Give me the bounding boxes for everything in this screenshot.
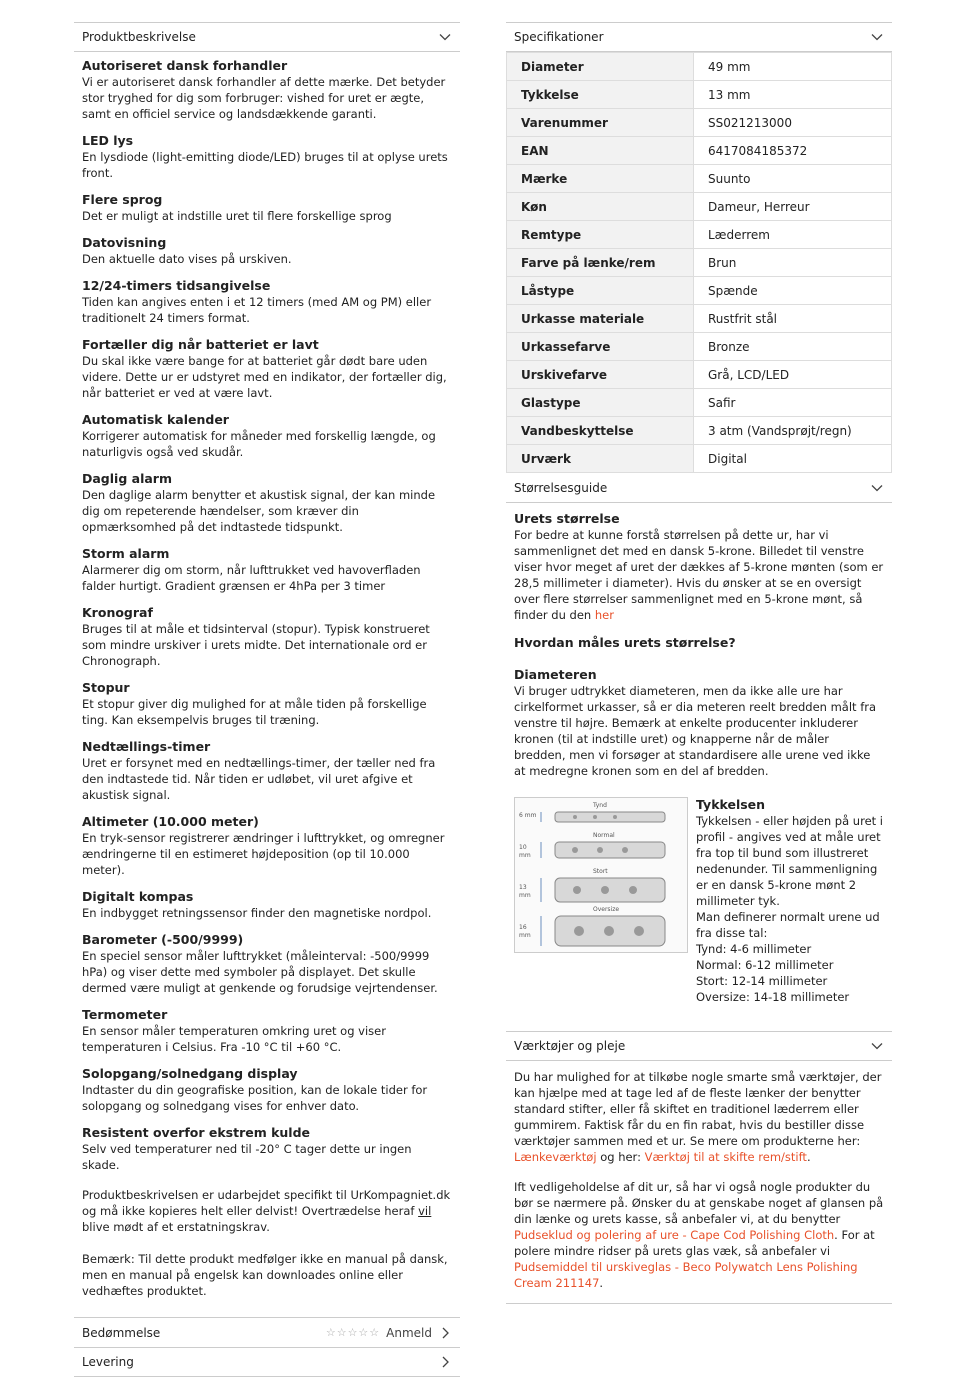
size-guide-header[interactable] — [506, 473, 892, 503]
spec-value: 3 atm (Vandsprøjt/regn) — [694, 417, 892, 445]
spec-key: Diameter — [507, 53, 694, 81]
measure-question: Hvordan måles urets størrelse? — [514, 635, 736, 650]
tools-care-header[interactable] — [506, 1031, 892, 1061]
copyright-underlined: vil — [418, 1204, 432, 1218]
specifications-header[interactable] — [506, 22, 892, 52]
strap-tool-link[interactable]: Værktøj til at skifte rem/stift — [644, 1150, 807, 1164]
spec-row — [507, 193, 892, 221]
thickness-text-block — [696, 797, 884, 1005]
spec-value: Spænde — [694, 277, 892, 305]
spec-key: Mærke — [507, 165, 694, 193]
product-description-header[interactable] — [74, 22, 460, 52]
feature-title: Flere sprog — [82, 192, 163, 207]
care-text: . — [599, 1276, 604, 1290]
diameter-text: Vi bruger udtrykket diameteren, men da ikke alle ure har cirkelformet urkasser, så er dia meteren reelt bredden målt fra venstre til højre. Bemærk at enkelte producenter inkluderer kronen (til at indstille uret) og knapperne når de måler bredden, men vi forsøger at standardisere alle urene ved ikke at medregne kronen som en del af bredden. — [514, 684, 877, 778]
polishing-cream-link[interactable]: Pudsemiddel til urskiveglas - Beco Polywatch Lens Polishing Cream 211147 — [514, 1260, 858, 1290]
feature-item — [74, 235, 460, 267]
feature-text: Vi er autoriseret dansk forhandler af dette mærke. Det betyder stor tryghed for dig som forbruger: vished for uret er ægte, samt en officiel service og landsdækkende garanti. — [82, 75, 446, 121]
feature-text: Bruges til at måle et tidsinterval (stopur). Typisk konstrueret som mindre urskiver i urets midte. Det internationale ord er Chronograph. — [82, 622, 430, 668]
feature-item — [74, 932, 460, 996]
rating-row[interactable] — [74, 1317, 460, 1347]
care-paragraph-2 — [514, 1179, 884, 1291]
feature-text: Den daglige alarm benytter et akustisk signal, der kan minde dig om repeterende hændelser, som kræver din opmærksomhed på det indtastede tidspunkt. — [82, 488, 436, 534]
feature-title: Storm alarm — [82, 546, 170, 561]
care-paragraph-1 — [514, 1069, 884, 1165]
feature-title: Daglig alarm — [82, 471, 172, 486]
spec-row — [507, 137, 892, 165]
chevron-down-icon — [870, 30, 884, 44]
illustration-size-name: Normal — [593, 832, 615, 839]
feature-text: Det er muligt at indstille uret til flere forskellige sprog — [82, 209, 392, 223]
thickness-list-item: Stort: 12-14 millimeter — [696, 974, 828, 988]
feature-item — [74, 192, 460, 224]
feature-text: Korrigerer automatisk for måneder med forskellig længde, og naturligvis også ved skudår. — [82, 429, 436, 459]
feature-item — [74, 412, 460, 460]
delivery-label: Levering — [82, 1355, 134, 1369]
spec-value: Suunto — [694, 165, 892, 193]
spec-value: Grå, LCD/LED — [694, 361, 892, 389]
feature-item — [74, 337, 460, 401]
size-text-body: For bedre at kunne forstå størrelsen på dette ur, har vi sammenlignet det med en dansk 5-krone. Billedet til venstre viser hvor meget af uret der dækkes af 5-krone mønten (som er 28,5 millimeter i diameter). Hvis du ønsker at se en oversigt over flere størrelser sammenlignet med en 5-krone mønt, så finder du den — [514, 528, 884, 622]
thickness-section — [506, 797, 892, 1005]
illustration-size-mm: 10 mm — [519, 844, 531, 859]
illustration-size-mm: 13 mm — [519, 884, 531, 899]
spec-row — [507, 109, 892, 137]
feature-title: Stopur — [82, 680, 130, 695]
care-text: . For at polere mindre ridser på urets glas væk, så anbefaler vi — [514, 1228, 875, 1258]
divider — [506, 1303, 892, 1304]
feature-item — [74, 58, 460, 122]
product-description-title: Produktbeskrivelse — [82, 30, 196, 44]
spec-row — [507, 249, 892, 277]
product-description-column — [74, 22, 460, 1377]
spec-value: Bronze — [694, 333, 892, 361]
feature-text: En sensor måler temperaturen omkring uret og viser temperaturen i Celsius. Fra -10 °C til +60 °C. — [82, 1024, 386, 1054]
spec-value: 13 mm — [694, 81, 892, 109]
spec-key: EAN — [507, 137, 694, 165]
diameter-title: Diameteren — [514, 667, 597, 682]
feature-title: Fortæller dig når batteriet er lavt — [82, 337, 319, 352]
feature-title: Automatisk kalender — [82, 412, 229, 427]
spec-key: Vandbeskyttelse — [507, 417, 694, 445]
illustration-size-name: Tynd — [593, 802, 607, 809]
size-guide-title: Størrelsesguide — [514, 480, 608, 495]
copyright-note — [74, 1187, 460, 1235]
thickness-list-item: Tynd: 4-6 millimeter — [696, 942, 812, 956]
spec-row — [507, 417, 892, 445]
illustration-size-name: Stort — [593, 868, 608, 875]
spec-key: Låstype — [507, 277, 694, 305]
feature-item — [74, 1066, 460, 1114]
feature-title: 12/24-timers tidsangivelse — [82, 278, 271, 293]
thickness-list-item: Oversize: 14-18 millimeter — [696, 990, 850, 1004]
thickness-list — [696, 941, 884, 1005]
feature-list — [74, 58, 460, 1173]
spec-value: Safir — [694, 389, 892, 417]
feature-item — [74, 814, 460, 878]
spec-value: Læderrem — [694, 221, 892, 249]
feature-item — [74, 278, 460, 326]
thickness-title: Tykkelsen — [696, 797, 766, 812]
delivery-row[interactable] — [74, 1347, 460, 1377]
manual-note: Bemærk: Til dette produkt medfølger ikke en manual på dansk, men en manual på engelsk kan downloades online eller vedhæftes produktet. — [82, 1252, 448, 1298]
spec-row — [507, 305, 892, 333]
spec-key: Køn — [507, 193, 694, 221]
feature-title: Kronograf — [82, 605, 153, 620]
spec-row — [507, 333, 892, 361]
tools-care-title: Værktøjer og pleje — [514, 1039, 626, 1053]
review-link[interactable]: Anmeld — [386, 1325, 432, 1340]
illustration-size-name: Oversize — [593, 906, 620, 913]
polishing-cloth-link[interactable]: Pudseklud og polering af ure - Cape Cod Polishing Cloth — [514, 1228, 835, 1242]
spec-row — [507, 53, 892, 81]
spec-value: 49 mm — [694, 53, 892, 81]
feature-title: Digitalt kompas — [82, 889, 194, 904]
spec-value: Digital — [694, 445, 892, 473]
spec-row — [507, 81, 892, 109]
feature-item — [74, 1007, 460, 1055]
care-text: Ift vedligeholdelse af dit ur, så har vi også nogle produkter du bør se nærmere på. Ønsker du at genskabe noget af glansen på din lænke og urets kasse, så anbefaler vi, at du benytter — [514, 1180, 884, 1226]
feature-text: En tryk-sensor registrerer ændringer i lufttrykket, og omregner ændringerne til en estimeret højdeposition (op til 10.000 meter). — [82, 831, 445, 877]
feature-text: Et stopur giver dig mulighed for at måle tiden på forskellige ting. Kan eksempelvis bruges til træning. — [82, 697, 427, 727]
feature-title: LED lys — [82, 133, 134, 148]
spec-key: Tykkelse — [507, 81, 694, 109]
spec-key: Varenummer — [507, 109, 694, 137]
feature-title: Barometer (-500/9999) — [82, 932, 244, 947]
feature-item — [74, 546, 460, 594]
feature-item — [74, 680, 460, 728]
feature-title: Resistent overfor ekstrem kulde — [82, 1125, 311, 1140]
spec-row — [507, 445, 892, 473]
spec-row — [507, 165, 892, 193]
feature-title: Termometer — [82, 1007, 168, 1022]
feature-text: Alarmerer dig om storm, når lufttrukket ved havoverfladen falder hurtigt. Gradient grænsen er 4hPa per 3 timer — [82, 563, 421, 593]
feature-text: Tiden kan angives enten i et 12 timers (med AM og PM) eller traditionelt 24 timers format. — [82, 295, 432, 325]
feature-text: En speciel sensor måler lufttrykket (måleinterval: -500/9999 hPa) og viser dette med symboler på displayet. Det skulle dermed være muligt at genkende og forudsige vejrtendenser. — [82, 949, 438, 995]
spec-key: Remtype — [507, 221, 694, 249]
chevron-down-icon — [438, 30, 452, 44]
spec-value: Rustfrit stål — [694, 305, 892, 333]
feature-title: Solopgang/solnedgang display — [82, 1066, 298, 1081]
chevron-right-icon — [438, 1355, 452, 1369]
spec-row — [507, 361, 892, 389]
feature-text: En lysdiode (light-emitting diode/LED) bruges til at oplyse urets front. — [82, 150, 448, 180]
specifications-title: Specifikationer — [514, 30, 604, 44]
thickness-definition: Man definerer normalt urene ud fra disse tal: — [696, 910, 880, 940]
feature-item — [74, 133, 460, 181]
feature-item — [74, 605, 460, 669]
spec-row — [507, 221, 892, 249]
spec-value: Brun — [694, 249, 892, 277]
size-guide-content — [506, 511, 892, 779]
feature-item — [74, 889, 460, 921]
spec-value: 6417084185372 — [694, 137, 892, 165]
rating-label: Bedømmelse — [82, 1325, 161, 1340]
feature-text: Uret er forsynet med en nedtællings-timer, der tæller ned fra den indtastede tid. Når tiden er udløbet, vil uret afgive et akustisk signal. — [82, 756, 436, 802]
size-title: Urets størrelse — [514, 511, 620, 526]
spec-key: Urværk — [507, 445, 694, 473]
spec-key: Glastype — [507, 389, 694, 417]
spec-table — [506, 52, 892, 473]
chevron-down-icon — [870, 1039, 884, 1053]
care-text: . — [806, 1150, 811, 1164]
illustration-size-mm: 6 mm — [519, 812, 537, 819]
copyright-text: Produktbeskrivelsen er udarbejdet specifikt til UrKompagniet.dk og må ikke kopieres helt eller delvist! Overtrædelse heraf — [82, 1188, 451, 1218]
feature-text: En indbygget retningssensor finder den magnetiske nordpol. — [82, 906, 432, 920]
feature-text: Du skal ikke være bange for at batteriet går dødt bare uden videre. Dette ur er udstyret med en indikator, der fortæller dig, når batteriet er ved at være lavt. — [82, 354, 447, 400]
spec-value: Dameur, Herreur — [694, 193, 892, 221]
feature-text: Selv ved temperaturer ned til -20° C tager dette ur ingen skade. — [82, 1142, 412, 1172]
watch-thickness-illustration — [514, 797, 688, 953]
feature-title: Nedtællings-timer — [82, 739, 211, 754]
spec-row — [507, 277, 892, 305]
thickness-text: Tykkelsen - eller højden på uret i profil - angives ved at måle uret fra top til bund som illustreret nedenunder. Til sammenligning er en dansk 5-krone mønt 2 millimeter tyk. — [696, 814, 883, 908]
copyright-text-end: blive mødt af et erstatningskrav. — [82, 1220, 270, 1234]
rating-stars-icon: ☆☆☆☆☆ — [325, 1325, 381, 1339]
care-text: og her: — [596, 1150, 645, 1164]
feature-title: Altimeter (10.000 meter) — [82, 814, 259, 829]
spec-key: Urskivefarve — [507, 361, 694, 389]
spec-row — [507, 389, 892, 417]
tools-care-content — [506, 1069, 892, 1291]
feature-title: Datovisning — [82, 235, 167, 250]
spec-value: SS021213000 — [694, 109, 892, 137]
feature-item — [74, 1125, 460, 1173]
thickness-list-item: Normal: 6-12 millimeter — [696, 958, 834, 972]
spec-key: Urkasse materiale — [507, 305, 694, 333]
specifications-column — [506, 22, 892, 1304]
feature-title: Autoriseret dansk forhandler — [82, 58, 288, 73]
spec-key: Urkassefarve — [507, 333, 694, 361]
spec-key: Farve på lænke/rem — [507, 249, 694, 277]
care-text: Du har mulighed for at tilkøbe nogle smarte små værktøjer, der kan hjælpe med at tage led af de fleste lænker der benytter standard stifter, eller få skiftet en traditionel læderrem eller gummirem. Faktisk får du en fin rabat, hvis du bestiller disse værktøjer sammen med et ur. Se mere om produkterne her: — [514, 1070, 882, 1148]
feature-item — [74, 739, 460, 803]
chevron-down-icon — [870, 481, 884, 495]
size-overview-link[interactable]: her — [594, 608, 614, 622]
chain-tool-link[interactable]: Lænkeværktøj — [514, 1150, 597, 1164]
feature-text: Indtaster du din geografiske position, kan de lokale tider for solopgang og solnedgang vises for enhver dato. — [82, 1083, 428, 1113]
feature-text: Den aktuelle dato vises på urskiven. — [82, 252, 292, 266]
feature-item — [74, 471, 460, 535]
chevron-right-icon — [438, 1326, 452, 1340]
illustration-size-mm: 16 mm — [519, 924, 531, 939]
size-text — [514, 527, 884, 623]
